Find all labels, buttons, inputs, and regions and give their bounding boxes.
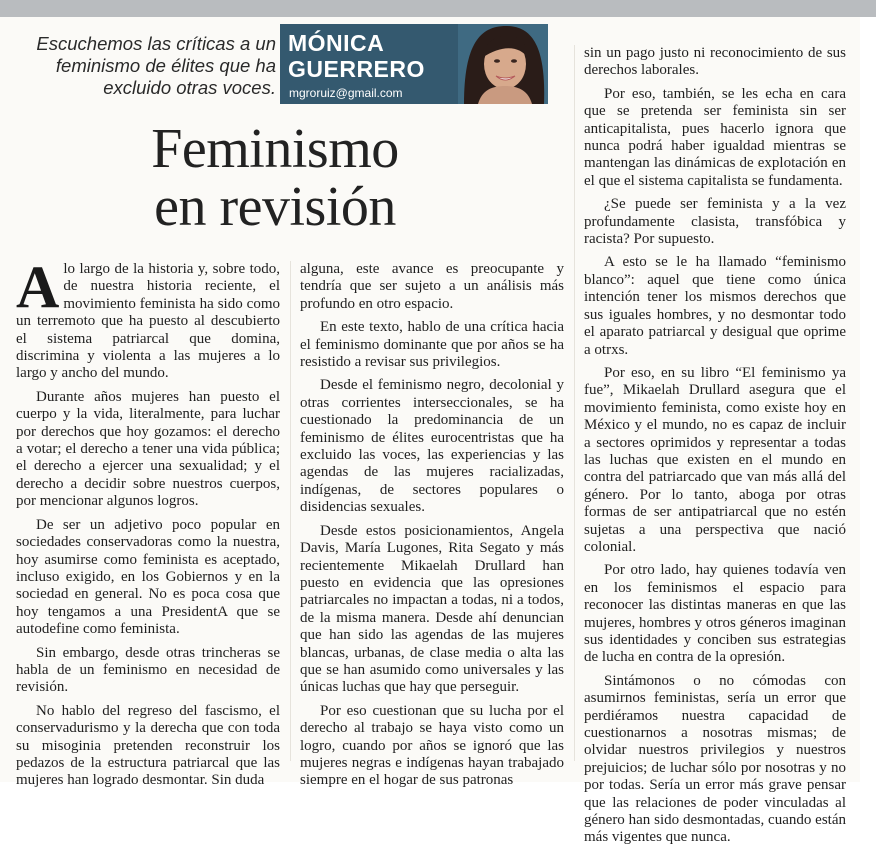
paragraph: Desde estos posicionamientos, Angela Davis, María Lugones, Rita Segato y más recientemente Mikaelah Drullard han puesto en evidencia que las opresiones patriarcales no impactan a todas, ni a todos, de la misma manera. Desde ahí denuncian que han sido las agendas de las mujeres blancas, urbanas, de clase media o alta las que se han asumido como universales y las únicas luchas que hay que perseguir.	[300, 522, 564, 696]
paragraph: Por eso cuestionan que su lucha por el derecho al trabajo se haya visto como un logro, cuando por años se ignoró que las mujeres negras e indígenas hayan trabajado siempre en el hogar de sus patronas	[300, 702, 564, 789]
paragraph: Sin embargo, desde otras trincheras se habla de un feminismo en necesidad de revisión.	[16, 644, 280, 696]
paragraph: Alo largo de la historia y, sobre todo, de nuestra historia reciente, el movimiento feminista ha sido como un terremoto que ha puesto al descubierto el sistema patriarcal que domina, discrimina y violenta a las mujeres a lo largo y ancho del mundo.	[16, 254, 280, 382]
paragraph: Por otro lado, hay quienes todavía ven en los feminismos el espacio para reconocer las distintas maneras en que las mujeres, hombres y otros géneros imaginan sus identidades y conciben sus estrategias de lucha en contra de la opresión.	[584, 562, 846, 666]
paragraph: ¿Se puede ser feminista y a la vez profundamente clasista, transfóbica y racista? Por supuesto.	[584, 196, 846, 248]
article-column-1	[16, 254, 280, 796]
paragraph: sin un pago justo ni reconocimiento de sus derechos laborales.	[584, 45, 846, 79]
paragraph: Por eso, en su libro “El feminismo ya fue”, Mikaelah Drullard asegura que el movimiento feminista, como existe hoy en México y el mundo, no es capaz de incluir a sectores oprimidos y representar a todas las luchas que existen en el mundo en contra del patriarcado que van más allá del género. Por lo tanto, aboga por otras formas de ser antipatriarcal que no estén sujetas a una perspectiva que nació colonial.	[584, 364, 846, 555]
author-email: mgroruiz@gmail.com	[289, 86, 403, 100]
paragraph: alguna, este avance es preocupante y tendría que ser sujeto a un análisis más profundo en otro espacio.	[300, 261, 564, 312]
headline-line-1: Feminismo	[151, 118, 399, 180]
column-lede: Escuchemos las críticas a un feminismo de élites que ha excluido otras voces.	[36, 33, 276, 98]
paragraph: No hablo del regreso del fascismo, el conservadurismo y la derecha que con toda su misoginia pretenden reconstruir los pedazos de la estructura patriarcal que las mujeres han logrado desmontar. Sin duda	[16, 702, 280, 789]
paragraph: Sintámonos o no cómodas con asumirnos feministas, sería un error que perdiéramos nuestra capacidad de cuestionarnos a nosotras mismas; de olvidar nuestros privilegios y nuestros prejuicios; de luchar sólo por nosotras y no por todas. Sería un error más grave pensar que las relaciones de poder vinculadas al género han sido desmontadas, cuando están más vigentes que nunca.	[584, 672, 846, 846]
author-portrait	[458, 24, 548, 104]
article-column-3	[584, 45, 846, 853]
author-last-name: GUERRERO	[288, 56, 425, 82]
headline-line-2: en revisión	[154, 176, 396, 238]
author-byline	[280, 24, 548, 104]
drop-cap: A	[16, 254, 60, 320]
paragraph: Durante años mujeres han puesto el cuerpo y la vida, literalmente, para luchar por derechos que hoy gozamos: el derecho a votar; el derecho a tener una vida pública; el derecho a ejercer una sexualidad; y el derecho a decidir sobre nuestros cuerpos, por mencionar algunos logros.	[16, 388, 280, 510]
paragraph: De ser un adjetivo poco popular en sociedades conservadoras como la nuestra, hoy asumirse como feminista es aceptado, incluso exigido, en los Gobiernos y en la sociedad en general. No es poca cosa que hoy tengamos a una PresidentA que se autodefine como feminista.	[16, 516, 280, 638]
paragraph: Por eso, también, se les echa en cara que se pretenda ser feminista sin ser anticapitalista, pues hacerlo ignora que nunca podrá haber igualdad mientras se mantengan las dinámicas de explotación en el que el sistema capitalista se fundamenta.	[584, 85, 846, 189]
column-divider	[574, 45, 575, 761]
column-divider	[290, 261, 291, 761]
paragraph: Desde el feminismo negro, decolonial y otras corrientes interseccionales, se ha cuestionado la predominancia de un feminismo de élites eurocentristas que ha excluido las voces, las experiencias y las agendas de las mujeres racializadas, indígenas, de sectores populares o disidencias sexuales.	[300, 377, 564, 516]
top-bar	[0, 0, 876, 17]
article-column-2	[300, 261, 564, 796]
page-margin	[860, 17, 876, 782]
author-first-name: MÓNICA	[288, 30, 385, 56]
paragraph: A esto se le ha llamado “feminismo blanco”: aquel que tiene como única intención tener los mismos derechos que sus iguales hombres, y no desmontar todo el aparato patriarcal y desigual que oprime a otrxs.	[584, 254, 846, 358]
paragraph: En este texto, hablo de una crítica hacia el feminismo dominante que por años se ha resistido a revisar sus privilegios.	[300, 319, 564, 371]
author-name	[288, 30, 425, 82]
headline	[60, 120, 490, 236]
